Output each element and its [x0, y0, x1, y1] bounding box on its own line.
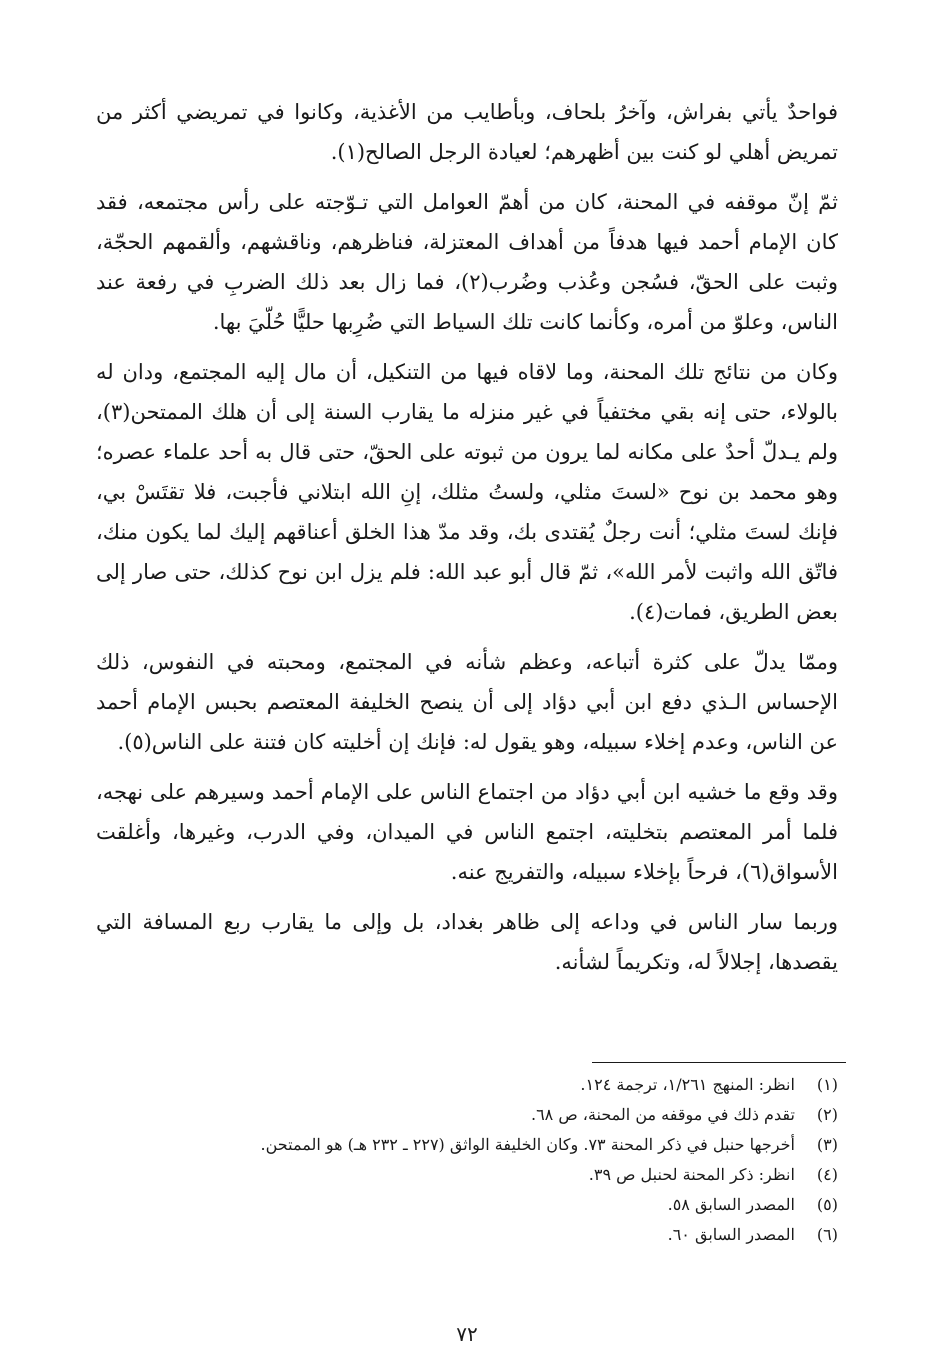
- footnote-2: [96, 1100, 838, 1130]
- footnote-text: انظر: ذكر المحنة لحنبل ص ٣٩.: [588, 1165, 795, 1184]
- paragraph-4: وممّا يدلّ على كثرة أتباعه، وعظم شأنه في المجتمع، ومحبته في النفوس، ذلك الإحساس الـذي دفع ابن أبي دؤاد إلى أن ينصح الخليفة المعتصم بحبس الإمام أحمد عن الناس، وعدم إخلاء سبيله، وهو يقول له: فإنك إن أخليته كان فتنة على الناس(٥).: [96, 650, 838, 754]
- paragraph-5: وقد وقع ما خشيه ابن أبي دؤاد من اجتماع الناس على الإمام أحمد وسيرهم على نهجه، فلما أمر المعتصم بتخليته، اجتمع الناس في الميدان، وفي الدرب، وغيرها، وأغلقت الأسواق(٦)، فرحاً بإخلاء سبيله، والتفريج عنه.: [96, 780, 838, 884]
- footnote-3: [96, 1130, 838, 1160]
- footnote-number: (٤): [816, 1165, 838, 1184]
- paragraph-6: وربما سار الناس في وداعه إلى ظاهر بغداد، بل وإلى ما يقارب ربع المسافة التي يقصدها، إجلالاً له، وتكريماً لشأنه.: [96, 910, 838, 974]
- footnote-text: المصدر السابق ٦٠.: [667, 1225, 795, 1244]
- footnote-text: انظر: المنهج ١/٢٦١، ترجمة ١٢٤.: [580, 1075, 795, 1094]
- footnotes: [96, 1070, 838, 1250]
- footnote-number: (٥): [816, 1195, 838, 1214]
- paragraph-1: فواحدٌ يأتي بفراش، وآخرُ بلحاف، وبأطايب من الأغذية، وكانوا في تمريضي أكثر من تمريض أهلي لو كنت بين أظهرهم؛ لعيادة الرجل الصالح(١).: [96, 100, 838, 164]
- footnote-text: تقدم ذلك في موقفه من المحنة، ص ٦٨.: [530, 1105, 795, 1124]
- footnote-number: (١): [816, 1075, 838, 1094]
- footnote-1: [96, 1070, 838, 1100]
- footnote-4: [96, 1160, 838, 1190]
- footnote-number: (٣): [816, 1135, 838, 1154]
- paragraph-3: وكان من نتائج تلك المحنة، وما لاقاه فيها من التنكيل، أن مال إليه المجتمع، ودان له بالولاء، حتى إنه بقي مختفياً في غير منزله ما يقارب السنة إلى أن هلك الممتحن(٣)، ولم يـدلّ أحدٌ على مكانه لما يرون من ثبوته على الحقّ، حتى قال به أحد علماء عصره؛ وهو محمد بن نوح «لستَ مثلي، ولستُ مثلك، إنِ الله ابتلاني فأجبت، فلا تقتَسْ بي، فإنك لستَ مثلي؛ أنت رجلٌ يُقتدى بك، وقد مدّ هذا الخلق أعناقهم إليك لما يكون منك، فاتّق الله واثبت لأمر الله»، ثمّ قال أبو عبد الله: فلم يزل ابن نوح كذلك، حتى صار إلى بعض الطريق، فمات(٤).: [96, 360, 838, 624]
- page-number: ٧٢: [456, 1322, 478, 1346]
- footnote-5: [96, 1190, 838, 1220]
- footnote-number: (٦): [816, 1225, 838, 1244]
- footnote-divider: [592, 1062, 846, 1063]
- footnote-text: المصدر السابق ٥٨.: [667, 1195, 795, 1214]
- body-text: [96, 92, 838, 992]
- footnote-6: [96, 1220, 838, 1250]
- paragraph-2: ثمّ إنّ موقفه في المحنة، كان من أهمّ العوامل التي تـوّجته على رأس مجتمعه، فقد كان الإمام أحمد فيها هدفاً من أهداف المعتزلة، فناظرهم، وناقشهم، وألقمهم الحجّة، وثبت على الحقّ، فسُجن وعُذب وضُرب(٢)، فما زال بعد ذلك الضربِ في رفعة عند الناس، وعلوّ من أمره، وكأنما كانت تلك السياط التي ضُرِبها حليًّا حُلّيَ بها.: [96, 190, 838, 334]
- footnote-number: (٢): [816, 1105, 838, 1124]
- footnote-text: أخرجها حنبل في ذكر المحنة ٧٣. وكان الخليفة الواثق (٢٢٧ ـ ٢٣٢ هـ) هو الممتحن.: [260, 1135, 795, 1154]
